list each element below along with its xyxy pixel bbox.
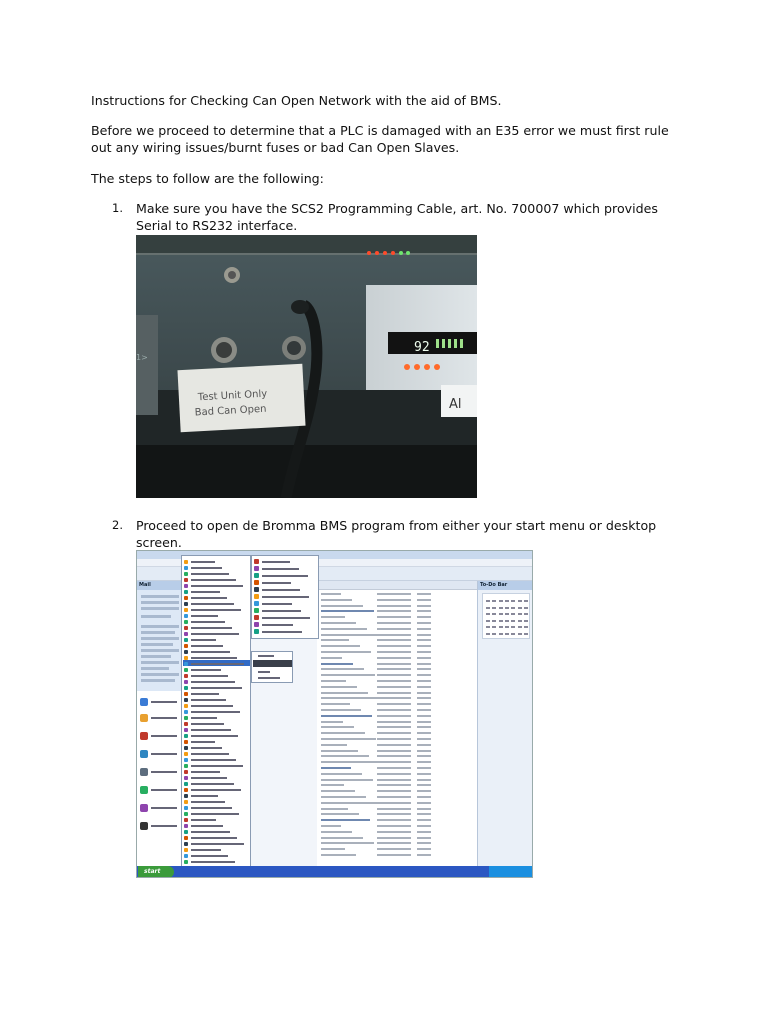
menu-item[interactable] <box>254 586 318 593</box>
menu-item[interactable] <box>254 614 318 621</box>
todo-bar <box>477 581 533 866</box>
menu-item[interactable] <box>254 565 318 572</box>
start-menu-screenshot <box>136 550 533 878</box>
start-menu-pinned-panel <box>137 691 183 871</box>
mail-pane-header: Mail <box>137 581 183 590</box>
menu-item[interactable] <box>254 579 318 586</box>
steps-intro: The steps to follow are the following: <box>91 171 324 186</box>
photo-label-line2: Bad Can Open <box>194 403 267 419</box>
menu-item[interactable] <box>254 600 318 607</box>
todo-bar-header: To-Do Bar <box>478 581 533 590</box>
system-tray <box>489 866 533 878</box>
photo-label-line1: Test Unit Only <box>197 388 268 404</box>
menu-item[interactable] <box>254 593 318 600</box>
menu-item[interactable] <box>254 628 318 635</box>
svg-text:1>: 1> <box>136 353 148 362</box>
photo-display: 92 <box>414 340 430 355</box>
menu-item[interactable] <box>254 621 318 628</box>
menu-item[interactable] <box>254 607 318 614</box>
step-text: Proceed to open de Bromma BMS program from either your start menu or desktop screen. <box>136 518 657 550</box>
step-number: 2. <box>112 518 123 532</box>
start-button[interactable]: start <box>138 866 174 878</box>
photo-side-label: Al <box>449 397 462 412</box>
menu-item[interactable] <box>254 558 318 565</box>
programs-submenu[interactable] <box>251 555 319 639</box>
menu-item[interactable] <box>254 572 318 579</box>
taskbar <box>137 866 532 878</box>
mini-calendar <box>482 593 530 639</box>
message-list <box>317 581 477 866</box>
plc-photo <box>136 235 477 498</box>
step-number: 1. <box>112 201 123 215</box>
all-programs-menu[interactable] <box>181 555 251 877</box>
bromma-submenu[interactable] <box>251 651 293 683</box>
step-text: Make sure you have the SCS2 Programming Cable, art. No. 700007 which provides Serial to RS232 interface. <box>136 201 658 233</box>
intro-paragraph: Before we proceed to determine that a PLC is damaged with an E35 error we must first rule out any wiring issues/burnt fuses or bad Can Open Slaves. <box>91 123 669 155</box>
document-heading: Instructions for Checking Can Open Network with the aid of BMS. <box>91 93 502 108</box>
